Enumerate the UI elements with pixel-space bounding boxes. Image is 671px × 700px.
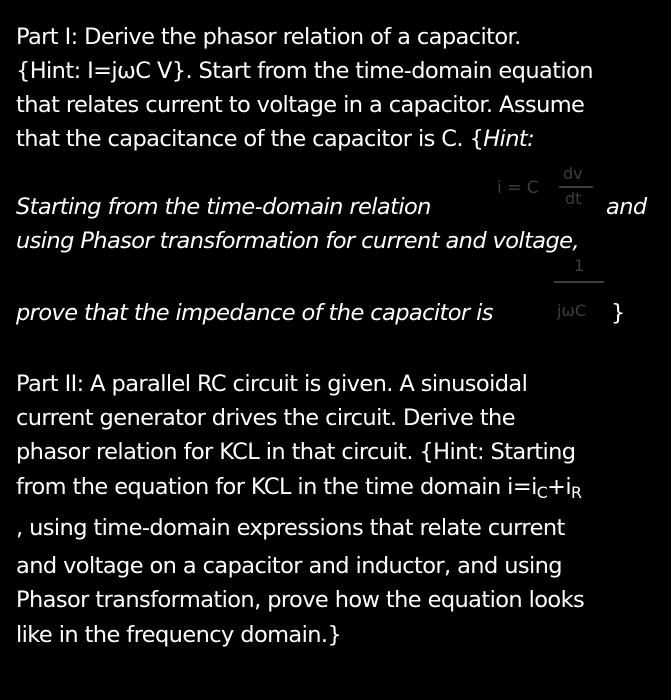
part-two-line-1: Part II: A parallel RC circuit is given. A sinusoidal xyxy=(16,371,528,397)
part-two-line-8: like in the frequency domain.} xyxy=(16,622,342,648)
equation-fraction-bar xyxy=(559,186,593,188)
part-one-line-4-text: that the capacitance of the capacitor is C. { xyxy=(16,126,484,152)
plus-i: +i xyxy=(547,474,572,500)
equation-denominator: dt xyxy=(565,189,582,208)
part-two-line-6: and voltage on a capacitor and inductor, and using xyxy=(16,553,562,579)
part-two-line-4 xyxy=(16,476,581,501)
impedance-denominator: jωC xyxy=(557,301,587,320)
subscript-r: R xyxy=(571,483,582,502)
part-two-line-4-text: from the equation for KCL in the time domain i=i xyxy=(16,474,537,500)
part-two-line-2: current generator drives the circuit. Derive the xyxy=(16,405,515,431)
subscript-c: C xyxy=(536,483,548,502)
impedance-fraction-bar xyxy=(554,281,604,283)
equation-numerator: dv xyxy=(563,164,583,183)
equation-lhs: i = C xyxy=(497,178,539,198)
part-one-line-6: using Phasor transformation for current and voltage, xyxy=(16,228,579,254)
part-two-line-3: phasor relation for KCL in that circuit. {Hint: Starting xyxy=(16,439,576,465)
part-one-line-3: that relates current to voltage in a capacitor. Assume xyxy=(16,92,585,118)
part-two-line-5: , using time-domain expressions that relate current xyxy=(16,515,565,541)
part-one-line-7-end: } xyxy=(611,300,625,326)
part-one-line-1: Part I: Derive the phasor relation of a capacitor. xyxy=(16,24,521,50)
part-one-line-5: Starting from the time-domain relation xyxy=(16,194,431,220)
part-one-line-7: prove that the impedance of the capacitor is xyxy=(16,300,493,326)
part-one-line-2: {Hint: I=jωC V}. Start from the time-domain equation xyxy=(16,58,593,84)
impedance-numerator: 1 xyxy=(574,256,585,275)
part-two-line-7: Phasor transformation, prove how the equation looks xyxy=(16,587,585,613)
part-one-line-5-end: and xyxy=(606,194,647,220)
hint-label: Hint: xyxy=(483,126,535,152)
part-one-line-4 xyxy=(16,128,534,151)
